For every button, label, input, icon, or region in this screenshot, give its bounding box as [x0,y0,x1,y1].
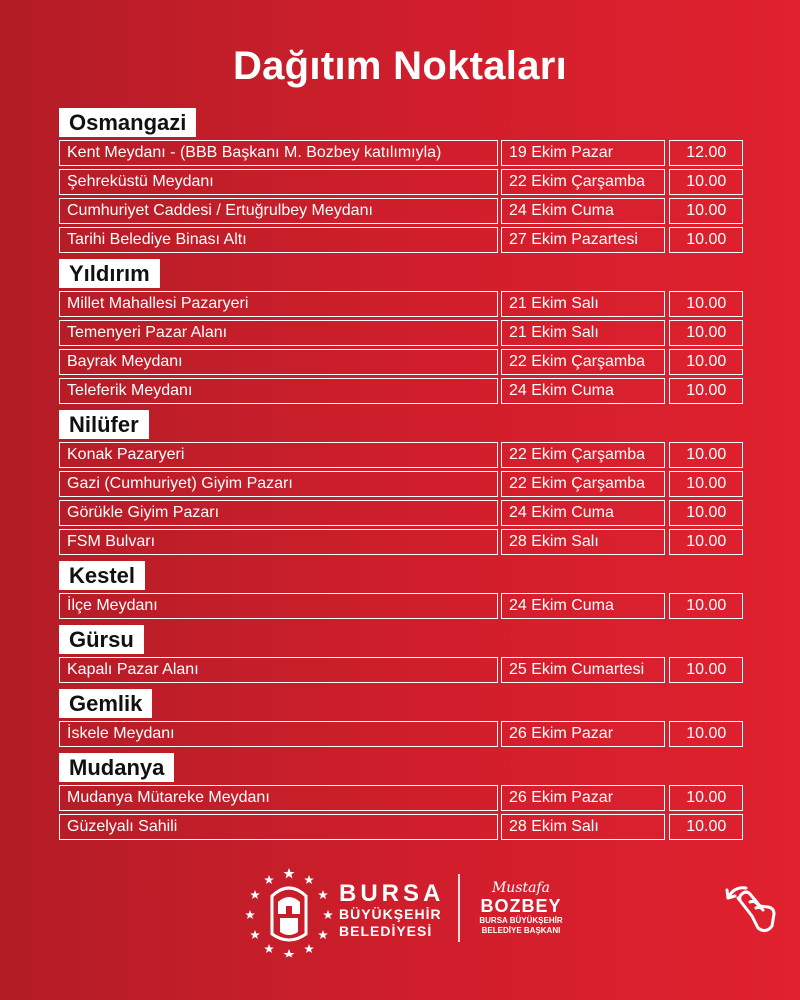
date-cell: 24 Ekim Cuma [501,378,665,404]
place-cell: Temenyeri Pazar Alanı [59,320,498,346]
section-kestel [59,561,743,619]
district-heading: Mudanya [59,753,174,782]
date-cell: 22 Ekim Çarşamba [501,471,665,497]
table-row [59,349,743,375]
section-mudanya [59,753,743,840]
place-cell: FSM Bulvarı [59,529,498,555]
section-nil-fer [59,410,743,555]
time-cell: 10.00 [669,378,743,404]
date-cell: 26 Ekim Pazar [501,785,665,811]
date-cell: 22 Ekim Çarşamba [501,169,665,195]
district-heading: Yıldırım [59,259,160,288]
time-cell: 10.00 [669,721,743,747]
table-row [59,169,743,195]
date-cell: 25 Ekim Cumartesi [501,657,665,683]
date-cell: 19 Ekim Pazar [501,140,665,166]
place-cell: Şehreküstü Meydanı [59,169,498,195]
time-cell: 10.00 [669,785,743,811]
section-osmangazi [59,108,743,253]
date-cell: 24 Ekim Cuma [501,593,665,619]
date-cell: 22 Ekim Çarşamba [501,442,665,468]
time-cell: 10.00 [669,169,743,195]
date-cell: 28 Ekim Salı [501,814,665,840]
place-cell: Konak Pazaryeri [59,442,498,468]
table-row [59,198,743,224]
table-row [59,785,743,811]
district-heading: Kestel [59,561,145,590]
signature-script: Mustafa [491,880,551,896]
district-heading: Nilüfer [59,410,149,439]
place-cell: Millet Mahallesi Pazaryeri [59,291,498,317]
place-cell: Mudanya Mütareke Meydanı [59,785,498,811]
time-cell: 10.00 [669,529,743,555]
time-cell: 10.00 [669,320,743,346]
place-cell: Bayrak Meydanı [59,349,498,375]
table-row [59,378,743,404]
date-cell: 24 Ekim Cuma [501,198,665,224]
table-row [59,500,743,526]
table-row [59,140,743,166]
signature-sub-2: BELEDİYE BAŞKANI [481,926,561,935]
table-row [59,291,743,317]
date-cell: 21 Ekim Salı [501,320,665,346]
page-title: Dağıtım Noktaları [232,44,568,88]
time-cell: 10.00 [669,291,743,317]
table-row [59,593,743,619]
place-cell: Gazi (Cumhuriyet) Giyim Pazarı [59,471,498,497]
date-cell: 28 Ekim Salı [501,529,665,555]
table-row [59,529,743,555]
time-cell: 10.00 [669,442,743,468]
logo-line-3: BELEDİYESİ [339,923,433,939]
footer-divider [458,874,460,942]
swipe-hand-icon[interactable] [722,880,778,936]
date-cell: 21 Ekim Salı [501,291,665,317]
place-cell: Güzelyalı Sahili [59,814,498,840]
time-cell: 10.00 [669,349,743,375]
time-cell: 10.00 [669,198,743,224]
distribution-table [59,108,743,846]
logo-line-2: BÜYÜKŞEHİR [339,906,442,922]
date-cell: 24 Ekim Cuma [501,500,665,526]
district-heading: Gürsu [59,625,144,654]
table-row [59,227,743,253]
place-cell: Cumhuriyet Caddesi / Ertuğrulbey Meydanı [59,198,498,224]
time-cell: 10.00 [669,471,743,497]
table-row [59,721,743,747]
footer [0,862,800,962]
bursa-emblem-icon [244,866,334,958]
table-row [59,471,743,497]
table-row [59,442,743,468]
place-cell: Kapalı Pazar Alanı [59,657,498,683]
place-cell: Görükle Giyim Pazarı [59,500,498,526]
place-cell: Kent Meydanı - (BBB Başkanı M. Bozbey katılımıyla) [59,140,498,166]
table-row [59,657,743,683]
time-cell: 10.00 [669,227,743,253]
section-gemlik [59,689,743,747]
time-cell: 10.00 [669,814,743,840]
bursa-logo-text [339,882,444,940]
table-row [59,814,743,840]
time-cell: 10.00 [669,500,743,526]
place-cell: İlçe Meydanı [59,593,498,619]
signature-name: BOZBEY [480,896,562,916]
place-cell: Teleferik Meydanı [59,378,498,404]
time-cell: 12.00 [669,140,743,166]
district-heading: Gemlik [59,689,152,718]
signature-sub-1: BURSA BÜYÜKŞEHİR [479,916,563,925]
date-cell: 22 Ekim Çarşamba [501,349,665,375]
section-y-ld-r-m [59,259,743,404]
place-cell: Tarihi Belediye Binası Altı [59,227,498,253]
date-cell: 27 Ekim Pazartesi [501,227,665,253]
time-cell: 10.00 [669,657,743,683]
table-row [59,320,743,346]
mayor-signature [474,880,568,936]
time-cell: 10.00 [669,593,743,619]
place-cell: İskele Meydanı [59,721,498,747]
section-g-rsu [59,625,743,683]
district-heading: Osmangazi [59,108,196,137]
date-cell: 26 Ekim Pazar [501,721,665,747]
logo-line-1: BURSA [339,880,445,907]
